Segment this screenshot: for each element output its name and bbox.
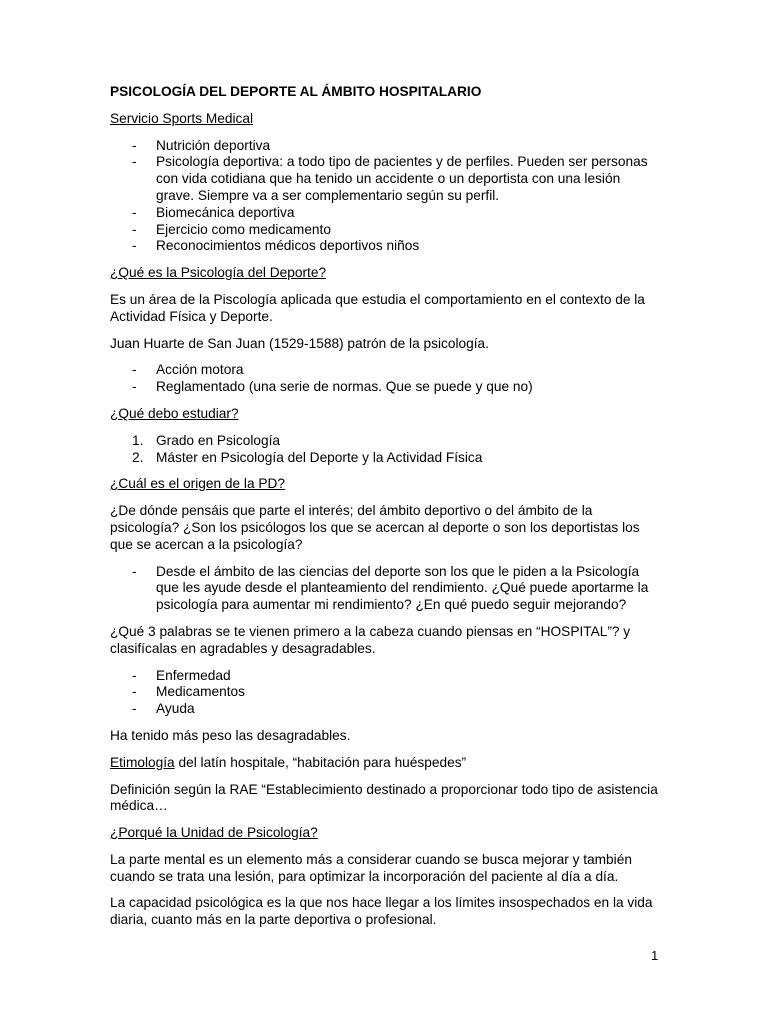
bullet-dash: - — [132, 238, 137, 254]
list-item: - Ayuda — [132, 701, 195, 717]
list-item: - Reglamentado (una serie de normas. Que se puede y que no) — [132, 379, 533, 395]
services-list — [110, 138, 660, 256]
list-number: 1. — [132, 432, 144, 448]
origin-list — [110, 564, 660, 614]
bullet-dash: - — [132, 563, 137, 579]
bullet-dash: - — [132, 667, 137, 683]
list-item: - Psicología deportiva: a todo tipo de pacientes y de perfiles. Pueden ser personas con vida cotidiana que ha tenido un accidente o un deportista con una lesión grave. Siempre va a ser complementario según su perfil. — [132, 154, 648, 203]
characteristics-list — [110, 362, 660, 396]
section-heading-estudiar: ¿Qué debo estudiar? — [110, 405, 239, 421]
list-item: 1. Grado en Psicología — [132, 432, 281, 448]
section-heading-que-es: ¿Qué es la Psicología del Deporte? — [110, 265, 327, 281]
list-item: - Enfermedad — [132, 667, 231, 683]
bullet-dash: - — [132, 204, 137, 220]
bullet-dash: - — [132, 154, 137, 170]
paragraph: Definición según la RAE “Establecimiento destinado a proporcionar todo tipo de asistencia médica… — [110, 781, 658, 814]
paragraph: ¿De dónde pensáis que parte el interés; del ámbito deportivo o del ámbito de la psicología? ¿Son los psicólogos los que se acercan al deporte o son los deportistas los que se acercan a la psicología? — [110, 503, 640, 552]
etymology-text: del latín hospitale, “habitación para huéspedes” — [174, 754, 467, 770]
document-page — [110, 84, 660, 939]
bullet-dash: - — [132, 684, 137, 700]
section-heading-porque: ¿Porqué la Unidad de Psicología? — [110, 825, 318, 841]
bullet-dash: - — [132, 701, 137, 717]
paragraph: ¿Qué 3 palabras se te vienen primero a la cabeza cuando piensas en “HOSPITAL”? y clasifícalas en agradables y desagradables. — [110, 623, 631, 656]
list-item: - Biomecánica deportiva — [132, 204, 295, 220]
bullet-dash: - — [132, 137, 137, 153]
paragraph: La capacidad psicológica es la que nos hace llegar a los límites insospechados en la vida diaria, cuanto más en la parte deportiva o profesional. — [110, 895, 653, 928]
hospital-words-list — [110, 668, 660, 718]
etymology-paragraph — [110, 755, 660, 772]
page-number: 1 — [651, 948, 659, 963]
bullet-dash: - — [132, 362, 137, 378]
list-item: - Reconocimientos médicos deportivos niños — [132, 238, 420, 254]
bullet-dash: - — [132, 221, 137, 237]
etymology-label: Etimología — [110, 754, 175, 770]
section-heading-servicio: Servicio Sports Medical — [110, 110, 254, 126]
paragraph: Ha tenido más peso las desagradables. — [110, 727, 351, 743]
bullet-dash: - — [132, 379, 137, 395]
paragraph: Juan Huarte de San Juan (1529-1588) patrón de la psicología. — [110, 335, 489, 351]
study-list — [110, 433, 660, 467]
paragraph: Es un área de la Piscología aplicada que estudia el comportamiento en el contexto de la Actividad Física y Deporte. — [110, 291, 645, 324]
paragraph: La parte mental es un elemento más a considerar cuando se busca mejorar y también cuando se trata una lesión, para optimizar la incorporación del paciente al día a día. — [110, 851, 632, 884]
list-item: - Acción motora — [132, 362, 244, 378]
list-number: 2. — [132, 449, 144, 465]
list-item: 2. Máster en Psicología del Deporte y la Actividad Física — [132, 449, 483, 465]
list-item: - Desde el ámbito de las ciencias del deporte son los que le piden a la Psicología que les ayude desde el planteamiento del rendimiento. ¿Qué puede aportarme la psicología para aumentar mi rendimiento? ¿En qué puedo seguir mejorando? — [132, 563, 649, 613]
list-item: - Medicamentos — [132, 684, 246, 700]
list-item: - Ejercicio como medicamento — [132, 221, 331, 237]
section-heading-origen: ¿Cuál es el origen de la PD? — [110, 476, 285, 492]
list-item: - Nutrición deportiva — [132, 137, 271, 153]
document-title: PSICOLOGÍA DEL DEPORTE AL ÁMBITO HOSPITALARIO — [110, 84, 482, 99]
